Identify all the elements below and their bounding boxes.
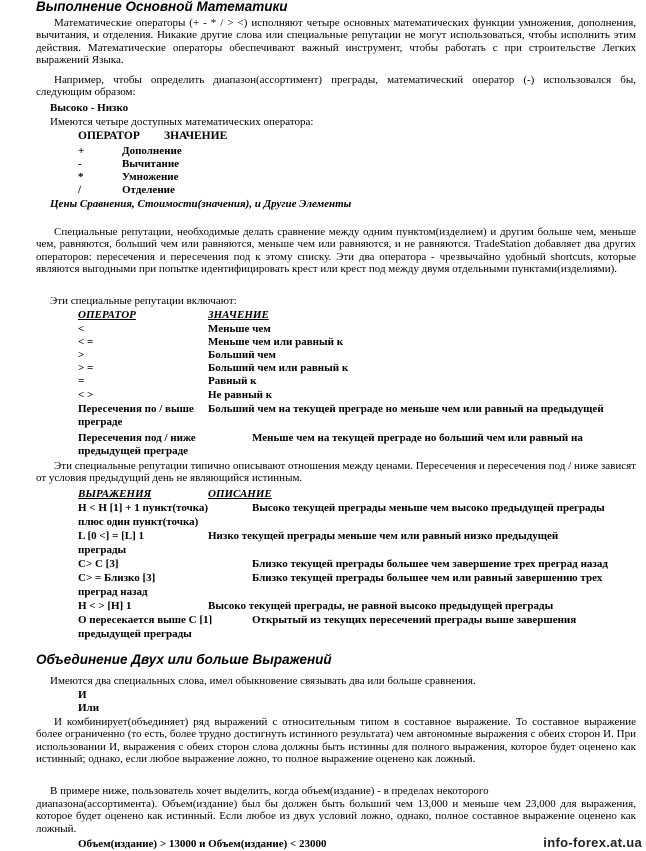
operator-meaning: Меньше чем на текущей преграде но больший чем или равный на (252, 432, 583, 444)
expression-description-cont: плюс один пункт(точка) (78, 516, 199, 528)
keyword-and: И (78, 689, 87, 701)
operator-meaning: Вычитание (122, 158, 180, 170)
operator-meaning: Больший чем или равный к (208, 362, 349, 374)
section-title-basic-math: Выполнение Основной Математики (36, 0, 288, 14)
operator-meaning: Умножение (122, 171, 179, 183)
operator-symbol: = (78, 375, 85, 387)
expression-description: Низко текущей преграды меньше чем или равный низко предыдущей (208, 530, 559, 542)
paragraph: Эти специальные репутации включают: (50, 295, 237, 307)
operator-cross-under-cont: предыдущей преграде (78, 445, 189, 457)
table-header-operator: ОПЕРАТОР (78, 130, 140, 142)
operator-meaning: Отделение (122, 184, 175, 196)
operator-symbol: > = (78, 362, 94, 374)
operator-meaning: Не равный к (208, 389, 273, 401)
operator-symbol: / (78, 184, 82, 196)
expression: H < H [1] + 1 пункт(точка) (78, 502, 209, 514)
paragraph: В примере ниже, пользователь хочет выделить, когда объем(издание) - в пределах некоторого (50, 785, 489, 797)
expression: H < > [H] 1 (78, 600, 132, 612)
expression-description: Высоко текущей преграды меньше чем высоко предыдущей преграды (252, 502, 605, 514)
operator-meaning: Равный к (208, 375, 257, 387)
section-title-combining: Объединение Двух или больше Выражений (36, 652, 332, 667)
expression: C> = Близко [3] (78, 572, 156, 584)
operator-meaning: Меньше чем или равный к (208, 336, 344, 348)
expression-description: Близко текущей преграды большее чем завершение трех преград назад (252, 558, 608, 570)
operator-symbol: - (78, 158, 82, 170)
keyword-or: Или (78, 702, 100, 714)
paragraph: Специальные репутации, необходимые делать сравнение между одним пунктом(изделием) и другим больше чем, меньше чем, равняются, больший чем или равняются, меньше чем или равняются, и не равняются. TradeStation добавляет два других операторов: пересечения и пересечения под к этому списку. Эти два оператора - чрезвычайно удобный shortcuts, которые являются выгодными при попытке идентифицировать крест или крест под между двумя отдельными пунктами(изделиями). (36, 226, 636, 276)
expression-description-cont: предыдущей преграды (78, 628, 192, 640)
expression-description-cont: преград назад (78, 586, 148, 598)
expression-description-cont: преграды (78, 544, 127, 556)
paragraph: Имеются два специальных слова, имел обыкновение связывать два или больше сравнения. (50, 675, 476, 687)
operator-meaning: Больший чем на текущей преграде но меньше чем или равный на предыдущей (208, 403, 604, 415)
table-header-meaning: ЗНАЧЕНИЕ (208, 309, 269, 321)
paragraph: И комбинирует(объединяет) ряд выражений с относительным типом в составное выражение. То составное выражение более ограниченно (то есть, более трудно достигнуть истинного результата) чем автономные выражения с обеих сторон И. При использовании И, выражения с обеих сторон слова должны быть истинны для полного выражения, которое будет оценено как истинный; однако, если любое выражение ложно, то полное выражение оценено как ложный. (36, 716, 636, 766)
paragraph: Математические операторы (+ - * / > <) исполняют четыре основных математических функции умножения, дополнения, вычитания, и отделения. Никакие другие слова или специальные репутации не могут использоваться, чтобы исполнить этим действия. Математические операторы обеспечивают важный инструмент, чтобы работать с при строительстве Легких выражений Языка. (36, 17, 636, 67)
operator-symbol: > (78, 349, 85, 361)
example-expression: Объем(издание) > 13000 и Объем(издание) < 23000 (78, 838, 327, 850)
table-header-description: ОПИСАНИЕ (208, 488, 272, 500)
operator-symbol: + (78, 145, 85, 157)
paragraph: Имеются четыре доступных математических оператора: (50, 116, 314, 128)
operator-meaning: Больший чем (208, 349, 276, 361)
table-header-meaning: ЗНАЧЕНИЕ (164, 130, 228, 142)
table-header-operator: ОПЕРАТОР (78, 309, 136, 321)
example-expression: Высоко - Низко (50, 102, 129, 114)
operator-meaning: Дополнение (122, 145, 182, 157)
operator-symbol: < > (78, 389, 94, 401)
operator-meaning: Меньше чем (208, 323, 271, 335)
operator-symbol: < = (78, 336, 94, 348)
watermark: info-forex.at.ua (543, 834, 642, 850)
expression: О пересекается выше С [1] (78, 614, 213, 626)
expression-description: Высоко текущей преграды, не равной высоко предыдущей преграды (208, 600, 554, 612)
expression: L [0 <] = [L] 1 (78, 530, 145, 542)
paragraph: Например, чтобы определить диапазон(ассортимент) преграды, математический оператор (-) использовался бы, следующим образом: (36, 74, 636, 99)
paragraph: диапазона(ассортимента). Объем(издание) был бы должен быть больший чем 13,000 и меньше чем 23,000 для выражения, которое будет оценено как истинный. Если любое из двух условий ложно, однако, полное составное выражение оценено как ложный. (36, 798, 636, 835)
operator-cross-over: Пересечения по / выше (78, 403, 194, 415)
operator-cross-over-cont: преграде (78, 416, 123, 428)
expression: C> C [3] (78, 558, 119, 570)
subheading: Цены Сравнения, Стоимости(значения), и Другие Элементы (50, 198, 352, 210)
table-header-expression: ВЫРАЖЕНИЯ (78, 488, 152, 500)
expression-description: Близко текущей преграды большее чем или равный завершению трех (252, 572, 603, 584)
operator-symbol: * (78, 171, 84, 183)
operator-symbol: < (78, 323, 85, 335)
paragraph: Эти специальные репутации типично описывают отношения между ценами. Пересечения и пересечения под / ниже зависят от условия предыдущий день не являющийся истинным. (36, 460, 636, 485)
operator-cross-under: Пересечения под / ниже (78, 432, 196, 444)
expression-description: Открытый из текущих пересечений преграды выше завершения (252, 614, 577, 626)
